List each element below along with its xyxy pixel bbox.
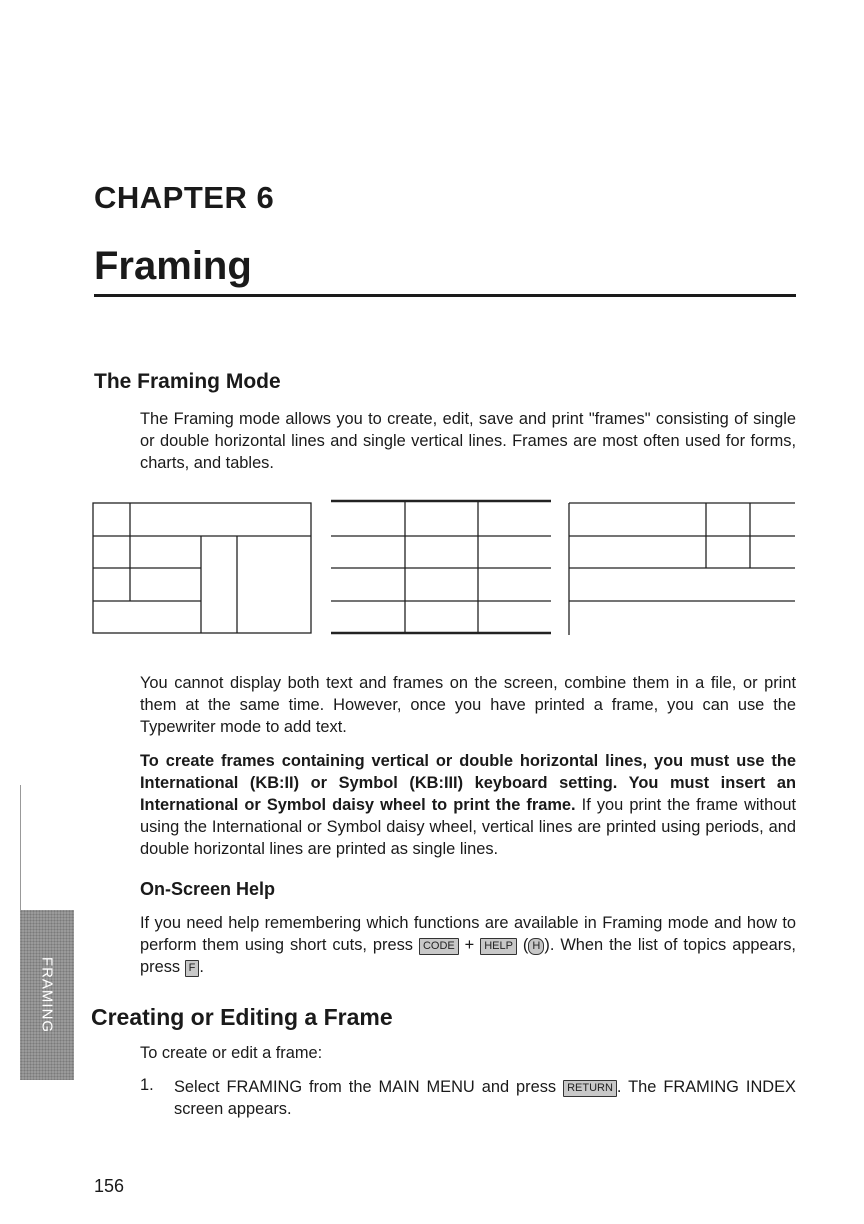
heading-on-screen-help: On-Screen Help xyxy=(140,879,276,899)
chapter-title-rule xyxy=(94,294,796,297)
help-text-part-2: . When the list of topics appears, press xyxy=(140,936,796,976)
step-1-text-part-2: . The FRAMING INDEX screen appears. xyxy=(174,1078,796,1118)
chapter-title: Framing xyxy=(94,244,252,288)
help-key: HELP xyxy=(480,938,517,955)
heading-framing-mode: The Framing Mode xyxy=(94,370,281,393)
return-key: RETURN xyxy=(563,1080,617,1097)
f-key: F xyxy=(185,960,200,977)
frame-example-1 xyxy=(93,503,311,633)
frame-example-2 xyxy=(331,501,551,633)
plus-sign: + xyxy=(458,936,481,954)
on-screen-help-text: If you need help remembering which functions are available in Framing mode and how to perform them using short cuts, press CODE + HELP ( H ). When the list of topics appears, press F . xyxy=(140,914,796,976)
step-1-text xyxy=(174,1076,796,1120)
daisy-wheel-note: If you print the frame without using the International or Symbol daisy wheel, vertical lines are printed using periods, and double horizontal lines are printed as single lines. xyxy=(140,796,797,858)
framing-mode-para-3 xyxy=(140,750,796,860)
step-1-text-part-1: Select FRAMING from the MAIN MENU and press xyxy=(174,1078,564,1096)
margin-line xyxy=(20,785,21,910)
frame-example-3 xyxy=(569,503,795,635)
code-key: CODE xyxy=(419,938,459,955)
h-key: H xyxy=(528,938,544,955)
keyboard-setting-requirement: To create frames containing vertical or double horizontal lines, you must use the International (KB:II) or Symbol (KB:III) keyboard setting. You must insert an International or Symbol daisy wheel to print the frame. xyxy=(140,752,796,814)
framing-mode-para-2: You cannot display both text and frames on the screen, combine them in a file, or print them at the same time. However, once you have printed a frame, you can use the Typewriter mode to add text. xyxy=(140,674,796,736)
help-text-part-1: If you need help remembering which functions are available in Framing mode and how to perform them using short cuts, press xyxy=(140,914,796,954)
chapter-label: CHAPTER 6 xyxy=(94,180,275,215)
page-number: 156 xyxy=(94,1176,125,1196)
framing-mode-intro: The Framing mode allows you to create, edit, save and print "frames" consisting of single or double horizontal lines and single vertical lines. Frames are most often used for forms, charts, and tables. xyxy=(140,410,796,472)
help-text-part-3: . xyxy=(199,958,204,976)
step-1-number: 1. xyxy=(140,1076,154,1094)
creating-frame-intro: To create or edit a frame: xyxy=(140,1044,323,1062)
side-tab-framing xyxy=(20,910,74,1080)
heading-creating-editing-frame: Creating or Editing a Frame xyxy=(91,1004,393,1030)
side-tab-label: FRAMING xyxy=(38,956,56,1034)
frame-examples-figure xyxy=(88,495,800,640)
